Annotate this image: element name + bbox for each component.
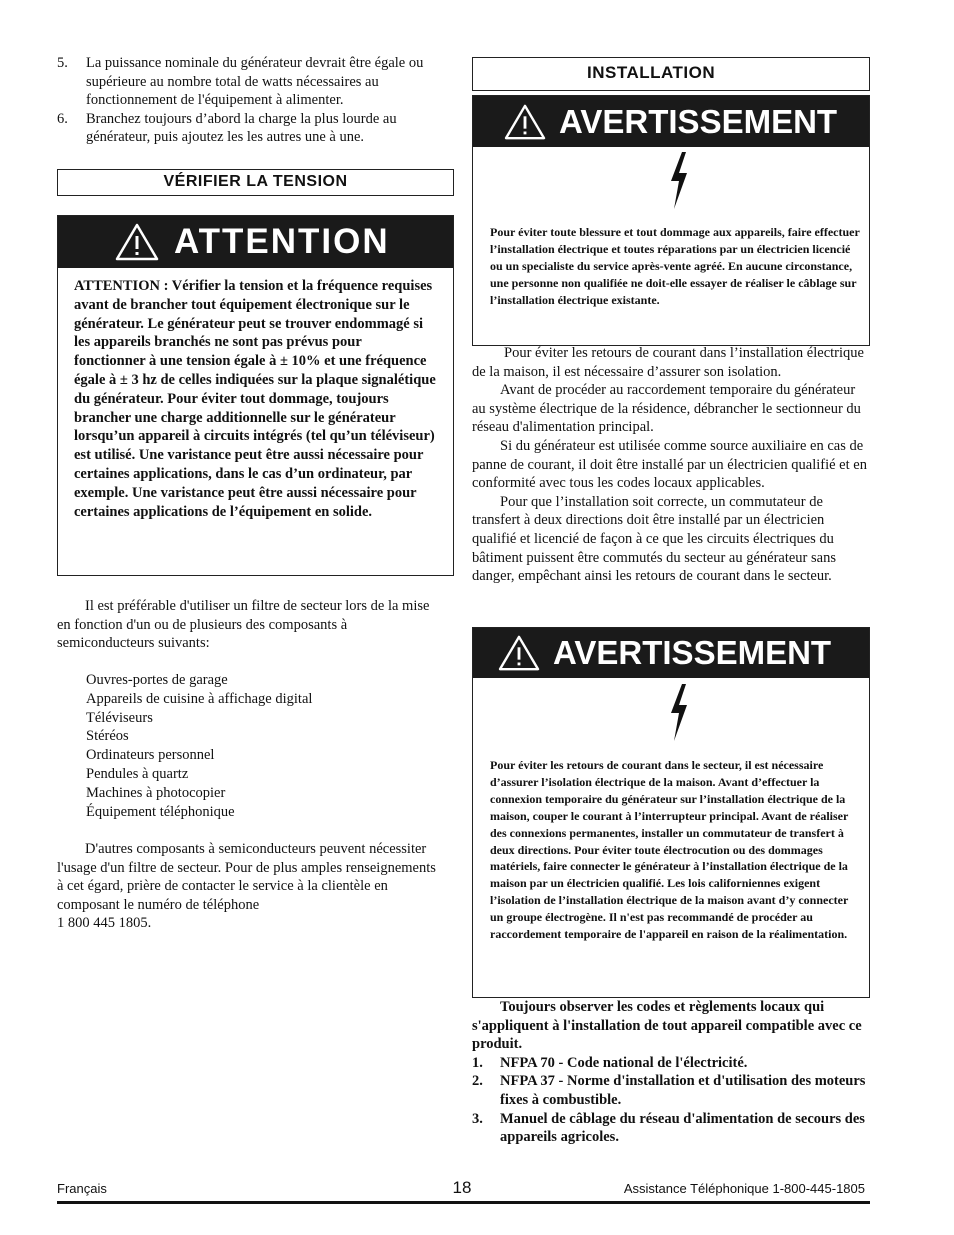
warning-triangle-icon (114, 222, 160, 262)
numbered-list (57, 54, 452, 147)
lightning-bolt-icon (665, 682, 693, 744)
codes-list (472, 1054, 868, 1147)
warning-box-2 (472, 627, 870, 998)
list-item (472, 1054, 868, 1073)
paragraph: Pour éviter les retours de courant dans l’installation électrique de la maison, il est nécessaire d’assurer son isolation. (472, 345, 864, 380)
warning-banner-title: AVERTISSEMENT (553, 634, 832, 671)
footer-divider (57, 1201, 870, 1204)
attention-box (57, 215, 454, 576)
lightning-bolt-icon (665, 151, 693, 211)
closing-paragraph (57, 840, 441, 933)
list-item: Pendules à quartz (86, 765, 189, 782)
list-item: Ouvres-portes de garage (86, 672, 228, 688)
list-item: Téléviseurs (86, 709, 153, 726)
list-item-number: 6. (57, 110, 68, 127)
paragraph: Si du générateur est utilisée comme source auxiliaire en cas de panne de courant, il doit être installé par un électricien qualifié et en conformité avec tous les codes locaux applicables. (472, 437, 867, 492)
warning-banner-1 (473, 96, 869, 147)
list-item-number: 3. (472, 1110, 483, 1127)
warning-triangle-icon (503, 103, 547, 141)
footer-language: Français (57, 1181, 107, 1196)
attention-text: ATTENTION : Vérifier la tension et la fréquence requises avant de brancher tout équipement électronique sur le générateur. Le générateur peut se trouver endommagé si les appareils branchés ne sont pas prévus pour fonctionner à une tension égale à ± 10% et une fréquence égale à ± 3 hz de celles indiquées sur la plaque signalétique du générateur. Pour éviter tout dommage, toujours brancher une charge additionnelle sur le générateur lorsqu’un appareil à circuits intégrés (tel qu’un téléviseur) est utilisé. Une varistance peut être aussi nécessaire pour certaines applications, dans le cas d’un ordinateur, par exemple. Une varistance peut être aussi nécessaire pour certaines applications de l’équipement en solide. (74, 278, 436, 520)
list-item (472, 1110, 868, 1147)
section-heading-verify-voltage: VÉRIFIER LA TENSION (57, 169, 454, 196)
filter-paragraph: Il est préférable d'utiliser un filtre de secteur lors de la mise en fonction d'un ou de plusieurs des composants à semiconducteurs suivants: (57, 598, 430, 652)
list-item: Équipement téléphonique (86, 803, 235, 820)
list-item-number: 5. (57, 55, 68, 71)
warning-text-2: Pour éviter les retours de courant dans le secteur, il est nécessaire d’assurer l’isolation électrique de la maison. Avant d’effectuer la connexion temporaire du générateur sur l’installation électrique de la maison, couper le courant à l’interrupteur principal. Avant de réaliser des connexions permanentes, installer un commutateur de transfert à deux directions. Pour éviter toute électrocution ou des dommages matériels, faire connecter le générateur à l’installation électrique de la maison par un électricien qualifié. Les lois californiennes exigent l’isolation de l’installation électrique de la maison avant d’y connecter un groupe électrogène. Il n'est pas recommandé de procéder au raccordement temporaire de l'appareil en raison de la réalimentation. (490, 758, 849, 942)
list-item-text: Manuel de câblage du réseau d'alimentation de secours des appareils agricoles. (500, 1110, 865, 1146)
list-item-text: Branchez toujours d’abord la charge la plus lourde au générateur, puis ajoutez les les autres une à une. (86, 110, 397, 145)
list-item: Appareils de cuisine à affichage digital (86, 690, 313, 707)
codes-intro: Toujours observer les codes et règlements locaux qui s'appliquent à l'installation de tout appareil compatible avec ce produit. (472, 999, 862, 1053)
attention-banner (58, 216, 453, 268)
closing-paragraph-text: D'autres composants à semiconducteurs peuvent nécessiter l'usage d'un filtre de secteur. Pour de plus amples renseignements à cet égard, prière de contacter le service à la clientèle en composant le numéro de téléphone (57, 841, 436, 913)
list-item-text: NFPA 37 - Norme d'installation et d'utilisation des moteurs fixes à combustible. (500, 1073, 866, 1108)
warning-banner-title: AVERTISSEMENT (559, 102, 838, 140)
list-item (57, 110, 452, 147)
attention-banner-title: ATTENTION (174, 222, 390, 261)
components-list (86, 671, 436, 821)
list-item-text: NFPA 70 - Code national de l'électricité. (500, 1054, 748, 1071)
list-item: Machines à photocopier (86, 784, 226, 801)
warning-banner-2 (473, 628, 869, 678)
list-item (472, 1072, 868, 1109)
list-item (57, 54, 452, 110)
phone-number: 1 800 445 1805. (57, 915, 152, 932)
installation-paragraphs (472, 344, 868, 586)
warning-box-1 (472, 95, 870, 346)
list-item-number: 2. (472, 1073, 483, 1090)
page-number: 18 (452, 1178, 472, 1197)
codes-section (472, 998, 868, 1147)
warning-triangle-icon (497, 634, 541, 672)
list-item: Stéréos (86, 728, 129, 745)
paragraph: Pour que l’installation soit correcte, un commutateur de transfert à deux directions doit être installé par un électricien qualifié et licencié de façon à ce que les circuits électriques du bâtiment puissent être commutés du secteur au générateur sans danger, empêchant ainsi les retours de courant dans le secteur. (472, 493, 836, 585)
list-item-text: La puissance nominale du générateur devrait être égale ou supérieure au nombre total de watts nécessaires au fonctionnement de l'équipement à alimenter. (86, 55, 424, 108)
paragraph: Avant de procéder au raccordement temporaire du générateur au système électrique de la résidence, débrancher le sectionneur du réseau d'alimentation principal. (472, 382, 861, 436)
list-item: Ordinateurs personnel (86, 747, 215, 764)
list-item-number: 1. (472, 1054, 483, 1071)
footer-hotline: Assistance Téléphonique 1-800-445-1805 (623, 1181, 865, 1196)
warning-text-1: Pour éviter toute blessure et tout dommage aux appareils, faire effectuer l’installation électrique et toutes réparations par un électricien licencié ou un specialiste du service après-vente agréé. En aucune circonstance, une personne non qualifiée ne doit-elle essayer de réaliser le câblage sur l’installation électrique existante. (490, 225, 860, 307)
section-heading-installation: INSTALLATION (472, 57, 870, 91)
